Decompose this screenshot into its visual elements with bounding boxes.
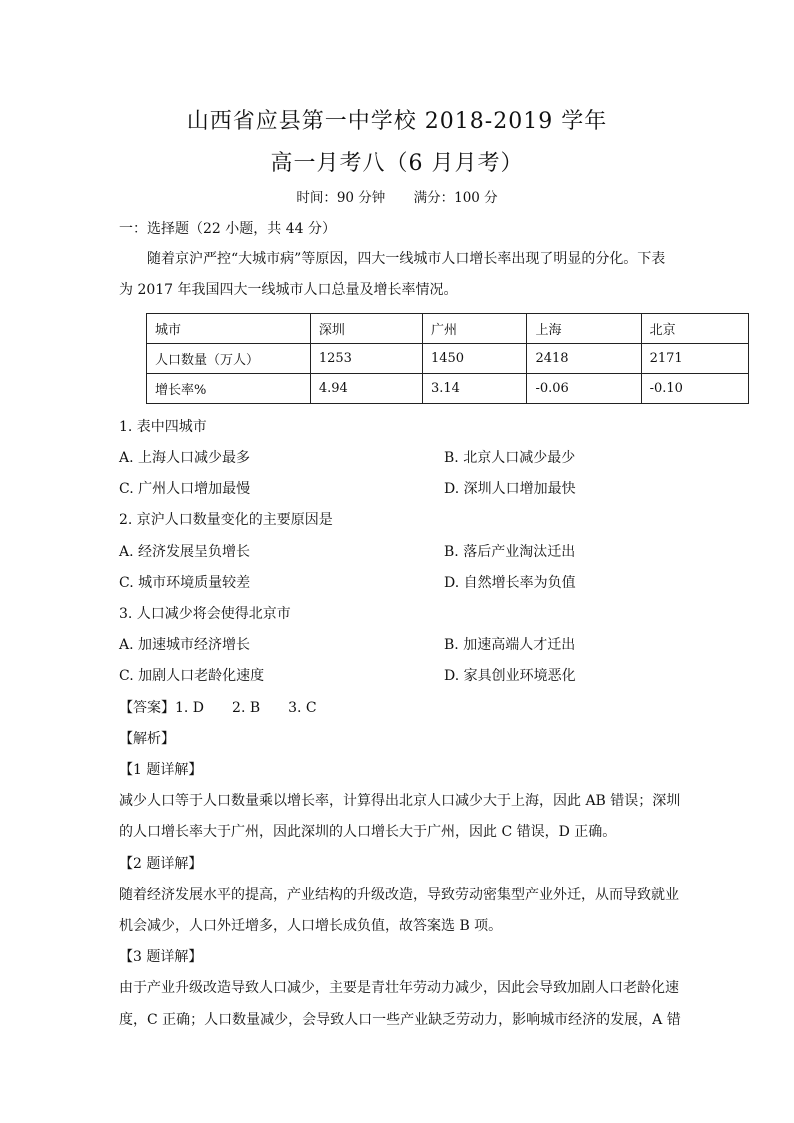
q2-option-b: B. 落后产业淘汰迁出 bbox=[444, 544, 576, 560]
table-cell: 3.14 bbox=[422, 374, 526, 404]
table-cell: 1450 bbox=[422, 344, 526, 374]
detail-3-line-1: 由于产业升级改造导致人口减少，主要是青壮年劳动力减少，因此会导致加剧人口老龄化速 bbox=[119, 980, 679, 996]
q3-option-c: C. 加剧人口老龄化速度 bbox=[119, 668, 265, 684]
q2-option-a: A. 经济发展呈负增长 bbox=[119, 544, 251, 560]
table-cell: 1253 bbox=[310, 344, 422, 374]
question-1-stem: 1. 表中四城市 bbox=[119, 419, 207, 435]
table-cell: -0.06 bbox=[527, 374, 641, 404]
score-label: 满分：100 分 bbox=[413, 190, 498, 206]
answer-line: 【答案】1. D 2. B 3. C bbox=[119, 700, 317, 716]
table-row bbox=[147, 374, 749, 404]
detail-3-label: 【3 题详解】 bbox=[119, 949, 203, 965]
table-header-cell: 广州 bbox=[422, 314, 526, 344]
intro-line-2: 为 2017 年我国四大一线城市人口总量及增长率情况。 bbox=[119, 282, 458, 298]
document-subtitle: 高一月考八（6 月月考） bbox=[270, 151, 524, 176]
q3-option-a: A. 加速城市经济增长 bbox=[119, 637, 251, 653]
table-header-cell: 深圳 bbox=[310, 314, 422, 344]
table-header-row bbox=[147, 314, 749, 344]
intro-line-1: 随着京沪严控“大城市病”等原因，四大一线城市人口增长率出现了明显的分化。下表 bbox=[147, 251, 666, 267]
table-cell: 人口数量（万人） bbox=[147, 344, 311, 374]
detail-2-label: 【2 题详解】 bbox=[119, 856, 203, 872]
table-cell: 2171 bbox=[641, 344, 748, 374]
q3-option-d: D. 家具创业环境恶化 bbox=[444, 668, 576, 684]
q1-option-d: D. 深圳人口增加最快 bbox=[444, 481, 576, 497]
detail-2-line-1: 随着经济发展水平的提高，产业结构的升级改造，导致劳动密集型产业外迁，从而导致就业 bbox=[119, 887, 679, 903]
table-cell: 增长率% bbox=[147, 374, 311, 404]
table-header-cell: 北京 bbox=[641, 314, 748, 344]
table-cell: -0.10 bbox=[641, 374, 748, 404]
table-header-cell: 上海 bbox=[527, 314, 641, 344]
population-table bbox=[146, 313, 749, 404]
detail-2-line-2: 机会减少，人口外迁增多，人口增长成负值，故答案选 B 项。 bbox=[119, 918, 503, 934]
section-heading: 一：选择题（22 小题，共 44 分） bbox=[119, 221, 336, 237]
table-cell: 4.94 bbox=[310, 374, 422, 404]
analysis-label: 【解析】 bbox=[119, 731, 175, 747]
question-3-stem: 3. 人口减少将会使得北京市 bbox=[119, 606, 291, 622]
table-header-cell: 城市 bbox=[147, 314, 311, 344]
detail-1-line-2: 的人口增长率大于广州，因此深圳的人口增长大于广州，因此 C 错误，D 正确。 bbox=[119, 824, 617, 840]
q1-option-a: A. 上海人口减少最多 bbox=[119, 450, 251, 466]
detail-3-line-2: 度，C 正确；人口数量减少，会导致人口一些产业缺乏劳动力，影响城市经济的发展，A 错 bbox=[119, 1012, 681, 1028]
question-2-stem: 2. 京沪人口数量变化的主要原因是 bbox=[119, 512, 333, 528]
intro-paragraph bbox=[119, 244, 677, 306]
time-label: 时间：90 分钟 bbox=[296, 190, 386, 206]
q1-option-c: C. 广州人口增加最慢 bbox=[119, 481, 251, 497]
document-title: 山西省应县第一中学校 2018-2019 学年 bbox=[186, 109, 608, 134]
q2-option-c: C. 城市环境质量较差 bbox=[119, 575, 251, 591]
q1-option-b: B. 北京人口减少最少 bbox=[444, 450, 576, 466]
q2-option-d: D. 自然增长率为负值 bbox=[444, 575, 576, 591]
q3-option-b: B. 加速高端人才迁出 bbox=[444, 637, 576, 653]
detail-1-line-1: 减少人口等于人口数量乘以增长率，计算得出北京人口减少大于上海，因此 AB 错误；深圳 bbox=[119, 793, 681, 809]
exam-meta bbox=[0, 186, 794, 206]
table-row bbox=[147, 344, 749, 374]
detail-1-label: 【1 题详解】 bbox=[119, 762, 203, 778]
table-cell: 2418 bbox=[527, 344, 641, 374]
